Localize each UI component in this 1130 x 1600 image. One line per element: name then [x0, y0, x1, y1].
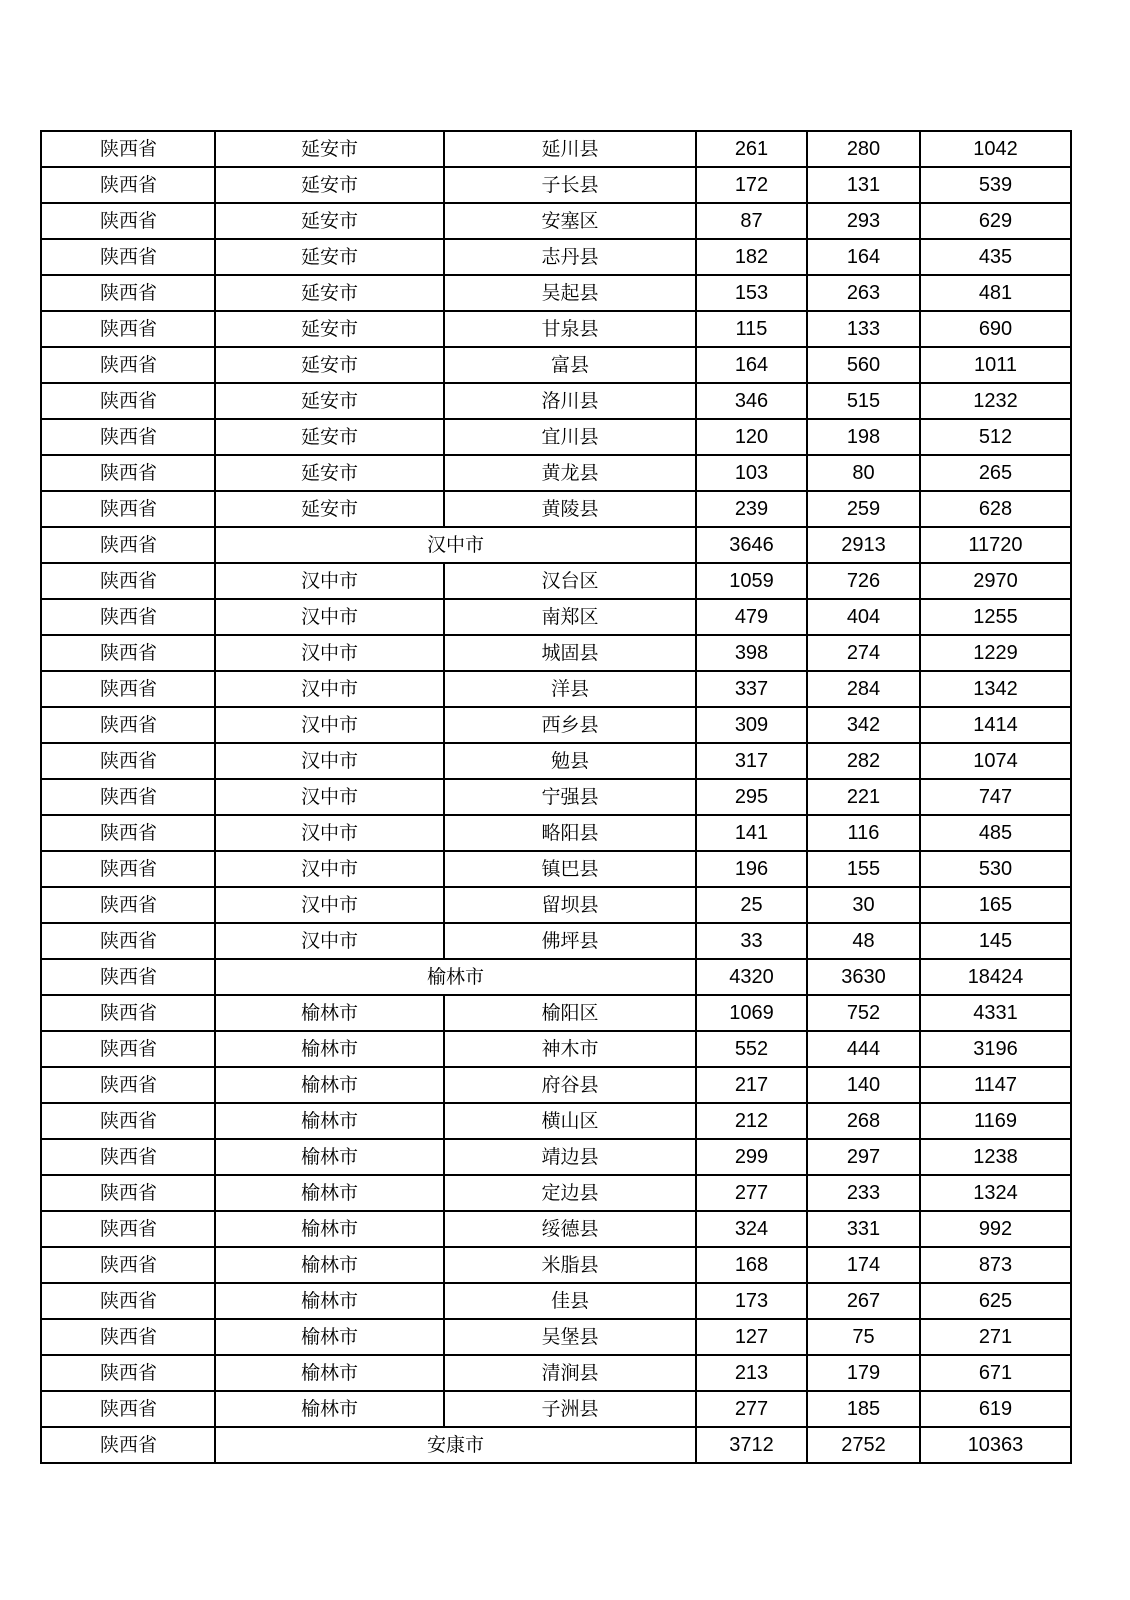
province-cell: 陕西省 [41, 635, 215, 671]
province-cell: 陕西省 [41, 671, 215, 707]
province-cell: 陕西省 [41, 995, 215, 1031]
value3-cell: 265 [920, 455, 1071, 491]
county-cell: 吴堡县 [444, 1319, 696, 1355]
county-cell: 志丹县 [444, 239, 696, 275]
value2-cell: 2752 [807, 1427, 920, 1463]
table-row [41, 743, 1071, 779]
value2-cell: 515 [807, 383, 920, 419]
province-cell: 陕西省 [41, 1067, 215, 1103]
value3-cell: 1342 [920, 671, 1071, 707]
value3-cell: 690 [920, 311, 1071, 347]
table-row [41, 239, 1071, 275]
table-row [41, 635, 1071, 671]
value1-cell: 25 [696, 887, 807, 923]
value2-cell: 293 [807, 203, 920, 239]
table-row [41, 1175, 1071, 1211]
table-row [41, 1031, 1071, 1067]
city-cell: 榆林市 [215, 1139, 444, 1175]
province-cell: 陕西省 [41, 1391, 215, 1427]
table-row [41, 887, 1071, 923]
county-cell: 横山区 [444, 1103, 696, 1139]
subtotal-row [41, 527, 1071, 563]
county-cell: 镇巴县 [444, 851, 696, 887]
value3-cell: 1238 [920, 1139, 1071, 1175]
table-row [41, 1211, 1071, 1247]
county-cell: 勉县 [444, 743, 696, 779]
table-row [41, 671, 1071, 707]
value1-cell: 261 [696, 131, 807, 167]
value2-cell: 30 [807, 887, 920, 923]
province-cell: 陕西省 [41, 779, 215, 815]
table-row [41, 311, 1071, 347]
table-row [41, 347, 1071, 383]
province-cell: 陕西省 [41, 887, 215, 923]
city-cell: 延安市 [215, 491, 444, 527]
value2-cell: 185 [807, 1391, 920, 1427]
table-row [41, 131, 1071, 167]
value3-cell: 625 [920, 1283, 1071, 1319]
province-cell: 陕西省 [41, 599, 215, 635]
city-cell: 延安市 [215, 275, 444, 311]
city-cell: 延安市 [215, 311, 444, 347]
county-cell: 城固县 [444, 635, 696, 671]
value2-cell: 164 [807, 239, 920, 275]
table-row [41, 1247, 1071, 1283]
table-row [41, 815, 1071, 851]
value3-cell: 747 [920, 779, 1071, 815]
value3-cell: 18424 [920, 959, 1071, 995]
county-cell: 甘泉县 [444, 311, 696, 347]
table-row [41, 1319, 1071, 1355]
value2-cell: 560 [807, 347, 920, 383]
county-cell: 神木市 [444, 1031, 696, 1067]
city-cell: 榆林市 [215, 1031, 444, 1067]
value1-cell: 164 [696, 347, 807, 383]
city-cell: 延安市 [215, 239, 444, 275]
province-cell: 陕西省 [41, 1355, 215, 1391]
county-cell: 佛坪县 [444, 923, 696, 959]
province-cell: 陕西省 [41, 167, 215, 203]
county-cell: 延川县 [444, 131, 696, 167]
province-cell: 陕西省 [41, 1103, 215, 1139]
value1-cell: 295 [696, 779, 807, 815]
county-cell: 府谷县 [444, 1067, 696, 1103]
city-cell: 榆林市 [215, 1067, 444, 1103]
province-cell: 陕西省 [41, 707, 215, 743]
table-row [41, 563, 1071, 599]
province-cell: 陕西省 [41, 1139, 215, 1175]
table-row [41, 851, 1071, 887]
province-cell: 陕西省 [41, 311, 215, 347]
value3-cell: 619 [920, 1391, 1071, 1427]
table-row [41, 599, 1071, 635]
value3-cell: 628 [920, 491, 1071, 527]
table-row [41, 1103, 1071, 1139]
value2-cell: 133 [807, 311, 920, 347]
table-row [41, 995, 1071, 1031]
value2-cell: 179 [807, 1355, 920, 1391]
value1-cell: 212 [696, 1103, 807, 1139]
value1-cell: 552 [696, 1031, 807, 1067]
data-table [40, 130, 1072, 1464]
county-cell: 洋县 [444, 671, 696, 707]
city-cell: 汉中市 [215, 635, 444, 671]
value1-cell: 239 [696, 491, 807, 527]
table-row [41, 1283, 1071, 1319]
city-cell: 汉中市 [215, 671, 444, 707]
province-cell: 陕西省 [41, 527, 215, 563]
value1-cell: 141 [696, 815, 807, 851]
province-cell: 陕西省 [41, 347, 215, 383]
subtotal-row [41, 1427, 1071, 1463]
value3-cell: 1074 [920, 743, 1071, 779]
value3-cell: 629 [920, 203, 1071, 239]
table-row [41, 167, 1071, 203]
province-cell: 陕西省 [41, 923, 215, 959]
value2-cell: 221 [807, 779, 920, 815]
value2-cell: 268 [807, 1103, 920, 1139]
value1-cell: 309 [696, 707, 807, 743]
value2-cell: 233 [807, 1175, 920, 1211]
value3-cell: 512 [920, 419, 1071, 455]
province-cell: 陕西省 [41, 959, 215, 995]
value2-cell: 404 [807, 599, 920, 635]
value1-cell: 277 [696, 1175, 807, 1211]
value1-cell: 479 [696, 599, 807, 635]
value1-cell: 4320 [696, 959, 807, 995]
city-total-cell: 榆林市 [215, 959, 696, 995]
value2-cell: 155 [807, 851, 920, 887]
city-cell: 汉中市 [215, 851, 444, 887]
value2-cell: 3630 [807, 959, 920, 995]
value3-cell: 4331 [920, 995, 1071, 1031]
value1-cell: 33 [696, 923, 807, 959]
table-body [41, 131, 1071, 1463]
value1-cell: 398 [696, 635, 807, 671]
county-cell: 安塞区 [444, 203, 696, 239]
county-cell: 子长县 [444, 167, 696, 203]
table-row [41, 203, 1071, 239]
value1-cell: 172 [696, 167, 807, 203]
city-cell: 延安市 [215, 455, 444, 491]
province-cell: 陕西省 [41, 1211, 215, 1247]
value3-cell: 3196 [920, 1031, 1071, 1067]
county-cell: 佳县 [444, 1283, 696, 1319]
city-cell: 汉中市 [215, 815, 444, 851]
province-cell: 陕西省 [41, 419, 215, 455]
value1-cell: 317 [696, 743, 807, 779]
value2-cell: 726 [807, 563, 920, 599]
city-cell: 汉中市 [215, 743, 444, 779]
county-cell: 绥德县 [444, 1211, 696, 1247]
province-cell: 陕西省 [41, 815, 215, 851]
value3-cell: 1011 [920, 347, 1071, 383]
county-cell: 西乡县 [444, 707, 696, 743]
value3-cell: 10363 [920, 1427, 1071, 1463]
province-cell: 陕西省 [41, 491, 215, 527]
value3-cell: 271 [920, 1319, 1071, 1355]
value1-cell: 196 [696, 851, 807, 887]
city-cell: 汉中市 [215, 887, 444, 923]
province-cell: 陕西省 [41, 1427, 215, 1463]
province-cell: 陕西省 [41, 1031, 215, 1067]
city-cell: 汉中市 [215, 923, 444, 959]
value2-cell: 280 [807, 131, 920, 167]
city-total-cell: 汉中市 [215, 527, 696, 563]
city-cell: 汉中市 [215, 779, 444, 815]
value3-cell: 11720 [920, 527, 1071, 563]
value3-cell: 1147 [920, 1067, 1071, 1103]
county-cell: 黄龙县 [444, 455, 696, 491]
value3-cell: 481 [920, 275, 1071, 311]
value3-cell: 1414 [920, 707, 1071, 743]
value2-cell: 198 [807, 419, 920, 455]
county-cell: 黄陵县 [444, 491, 696, 527]
county-cell: 吴起县 [444, 275, 696, 311]
province-cell: 陕西省 [41, 1319, 215, 1355]
value1-cell: 168 [696, 1247, 807, 1283]
county-cell: 榆阳区 [444, 995, 696, 1031]
value3-cell: 145 [920, 923, 1071, 959]
city-cell: 榆林市 [215, 1247, 444, 1283]
value2-cell: 140 [807, 1067, 920, 1103]
county-cell: 子洲县 [444, 1391, 696, 1427]
province-cell: 陕西省 [41, 239, 215, 275]
city-cell: 延安市 [215, 167, 444, 203]
value2-cell: 263 [807, 275, 920, 311]
value3-cell: 2970 [920, 563, 1071, 599]
value3-cell: 1232 [920, 383, 1071, 419]
county-cell: 洛川县 [444, 383, 696, 419]
table-row [41, 491, 1071, 527]
city-cell: 榆林市 [215, 1319, 444, 1355]
value2-cell: 75 [807, 1319, 920, 1355]
value3-cell: 539 [920, 167, 1071, 203]
value1-cell: 1059 [696, 563, 807, 599]
value1-cell: 337 [696, 671, 807, 707]
city-cell: 榆林市 [215, 1103, 444, 1139]
value2-cell: 131 [807, 167, 920, 203]
county-cell: 汉台区 [444, 563, 696, 599]
county-cell: 靖边县 [444, 1139, 696, 1175]
value3-cell: 1324 [920, 1175, 1071, 1211]
province-cell: 陕西省 [41, 1283, 215, 1319]
value2-cell: 259 [807, 491, 920, 527]
city-cell: 汉中市 [215, 599, 444, 635]
table-row [41, 275, 1071, 311]
value2-cell: 284 [807, 671, 920, 707]
value2-cell: 444 [807, 1031, 920, 1067]
value1-cell: 3646 [696, 527, 807, 563]
value1-cell: 182 [696, 239, 807, 275]
province-cell: 陕西省 [41, 275, 215, 311]
city-cell: 延安市 [215, 347, 444, 383]
value3-cell: 435 [920, 239, 1071, 275]
city-cell: 延安市 [215, 203, 444, 239]
table-row [41, 923, 1071, 959]
province-cell: 陕西省 [41, 743, 215, 779]
value1-cell: 103 [696, 455, 807, 491]
city-total-cell: 安康市 [215, 1427, 696, 1463]
city-cell: 汉中市 [215, 563, 444, 599]
value2-cell: 274 [807, 635, 920, 671]
value2-cell: 282 [807, 743, 920, 779]
value3-cell: 1255 [920, 599, 1071, 635]
value1-cell: 213 [696, 1355, 807, 1391]
value1-cell: 1069 [696, 995, 807, 1031]
value2-cell: 2913 [807, 527, 920, 563]
value1-cell: 324 [696, 1211, 807, 1247]
value3-cell: 671 [920, 1355, 1071, 1391]
city-cell: 延安市 [215, 383, 444, 419]
value2-cell: 752 [807, 995, 920, 1031]
value1-cell: 173 [696, 1283, 807, 1319]
county-cell: 留坝县 [444, 887, 696, 923]
city-cell: 榆林市 [215, 995, 444, 1031]
value2-cell: 80 [807, 455, 920, 491]
value1-cell: 346 [696, 383, 807, 419]
province-cell: 陕西省 [41, 383, 215, 419]
value1-cell: 3712 [696, 1427, 807, 1463]
subtotal-row [41, 959, 1071, 995]
value2-cell: 116 [807, 815, 920, 851]
table-row [41, 383, 1071, 419]
value2-cell: 267 [807, 1283, 920, 1319]
county-cell: 清涧县 [444, 1355, 696, 1391]
province-cell: 陕西省 [41, 563, 215, 599]
value2-cell: 174 [807, 1247, 920, 1283]
table-row [41, 1139, 1071, 1175]
county-cell: 米脂县 [444, 1247, 696, 1283]
value2-cell: 48 [807, 923, 920, 959]
value2-cell: 331 [807, 1211, 920, 1247]
province-cell: 陕西省 [41, 851, 215, 887]
province-cell: 陕西省 [41, 203, 215, 239]
value3-cell: 1042 [920, 131, 1071, 167]
value3-cell: 1169 [920, 1103, 1071, 1139]
value3-cell: 530 [920, 851, 1071, 887]
value1-cell: 299 [696, 1139, 807, 1175]
value1-cell: 87 [696, 203, 807, 239]
county-cell: 定边县 [444, 1175, 696, 1211]
county-cell: 略阳县 [444, 815, 696, 851]
table-row [41, 1355, 1071, 1391]
county-cell: 宁强县 [444, 779, 696, 815]
city-cell: 榆林市 [215, 1175, 444, 1211]
value3-cell: 485 [920, 815, 1071, 851]
value1-cell: 120 [696, 419, 807, 455]
table-row [41, 419, 1071, 455]
value3-cell: 165 [920, 887, 1071, 923]
city-cell: 榆林市 [215, 1355, 444, 1391]
county-cell: 富县 [444, 347, 696, 383]
city-cell: 延安市 [215, 419, 444, 455]
city-cell: 汉中市 [215, 707, 444, 743]
table-row [41, 707, 1071, 743]
city-cell: 榆林市 [215, 1211, 444, 1247]
table-row [41, 1391, 1071, 1427]
province-cell: 陕西省 [41, 1175, 215, 1211]
value1-cell: 277 [696, 1391, 807, 1427]
province-cell: 陕西省 [41, 1247, 215, 1283]
table-row [41, 779, 1071, 815]
value1-cell: 217 [696, 1067, 807, 1103]
county-cell: 宜川县 [444, 419, 696, 455]
value1-cell: 153 [696, 275, 807, 311]
table-row [41, 1067, 1071, 1103]
value2-cell: 297 [807, 1139, 920, 1175]
value3-cell: 1229 [920, 635, 1071, 671]
city-cell: 榆林市 [215, 1391, 444, 1427]
value1-cell: 115 [696, 311, 807, 347]
value2-cell: 342 [807, 707, 920, 743]
value3-cell: 873 [920, 1247, 1071, 1283]
table-row [41, 455, 1071, 491]
city-cell: 榆林市 [215, 1283, 444, 1319]
province-cell: 陕西省 [41, 455, 215, 491]
city-cell: 延安市 [215, 131, 444, 167]
value3-cell: 992 [920, 1211, 1071, 1247]
value1-cell: 127 [696, 1319, 807, 1355]
province-cell: 陕西省 [41, 131, 215, 167]
county-cell: 南郑区 [444, 599, 696, 635]
